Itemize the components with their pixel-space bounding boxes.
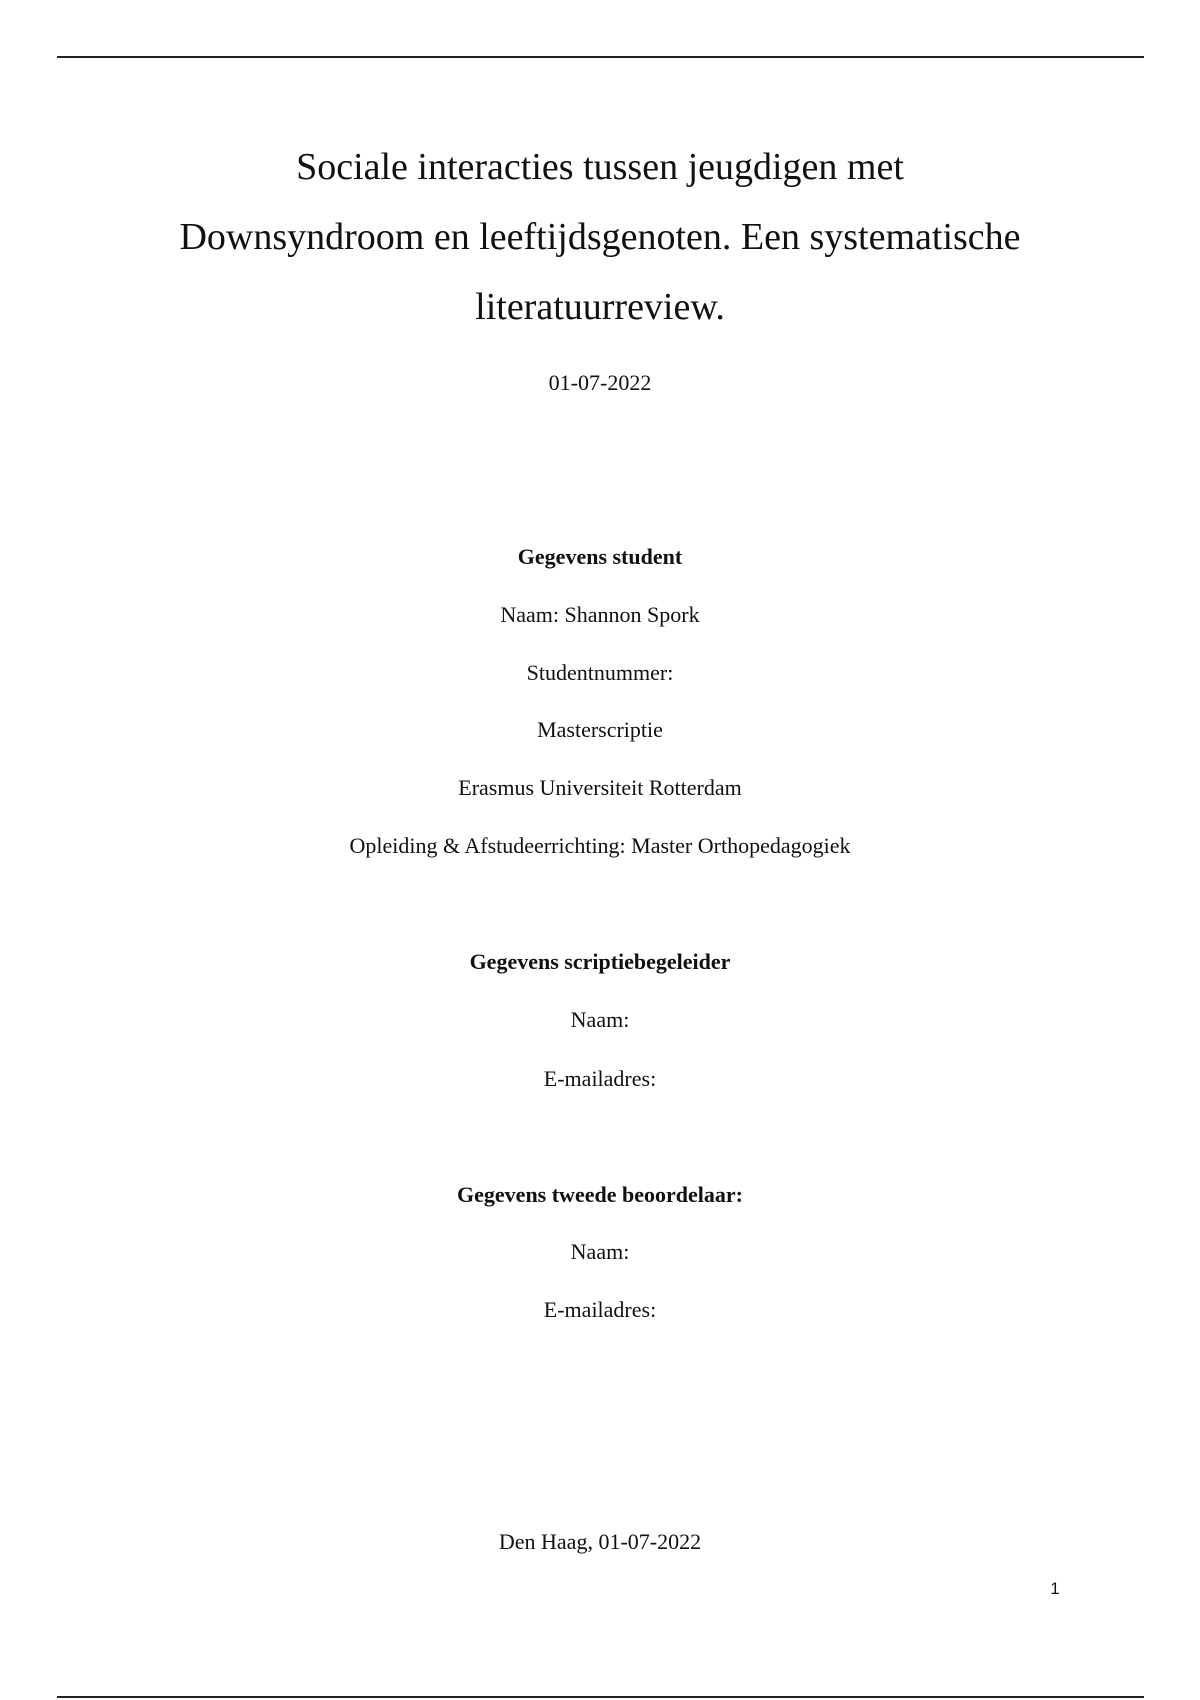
title-line-2: Downsyndroom en leeftijdsgenoten. Een systematische xyxy=(179,216,1021,258)
page-number: 1 xyxy=(1050,1579,1060,1598)
second-assessor-heading: Gegevens tweede beoordelaar: xyxy=(457,1182,743,1207)
student-number: Studentnummer: xyxy=(526,660,674,685)
title-line-3: literatuurreview. xyxy=(475,286,725,328)
supervisor-email: E-mailadres: xyxy=(543,1066,657,1091)
second-assessor-name: Naam: xyxy=(570,1239,630,1264)
place-and-date: Den Haag, 01-07-2022 xyxy=(498,1529,702,1554)
programme: Opleiding & Afstudeerrichting: Master Orthopedagogiek xyxy=(349,833,851,858)
supervisor-name: Naam: xyxy=(570,1007,630,1032)
bottom-rule xyxy=(57,1696,1144,1698)
student-name: Naam: Shannon Spork xyxy=(500,602,700,627)
document-type: Masterscriptie xyxy=(537,717,663,742)
top-rule xyxy=(57,56,1144,58)
document-date: 01-07-2022 xyxy=(548,370,652,395)
student-heading: Gegevens student xyxy=(517,544,683,569)
university-name: Erasmus Universiteit Rotterdam xyxy=(458,775,742,800)
title-line-1: Sociale interacties tussen jeugdigen met xyxy=(296,146,904,188)
second-assessor-email: E-mailadres: xyxy=(543,1297,657,1322)
supervisor-heading: Gegevens scriptiebegeleider xyxy=(469,949,731,974)
